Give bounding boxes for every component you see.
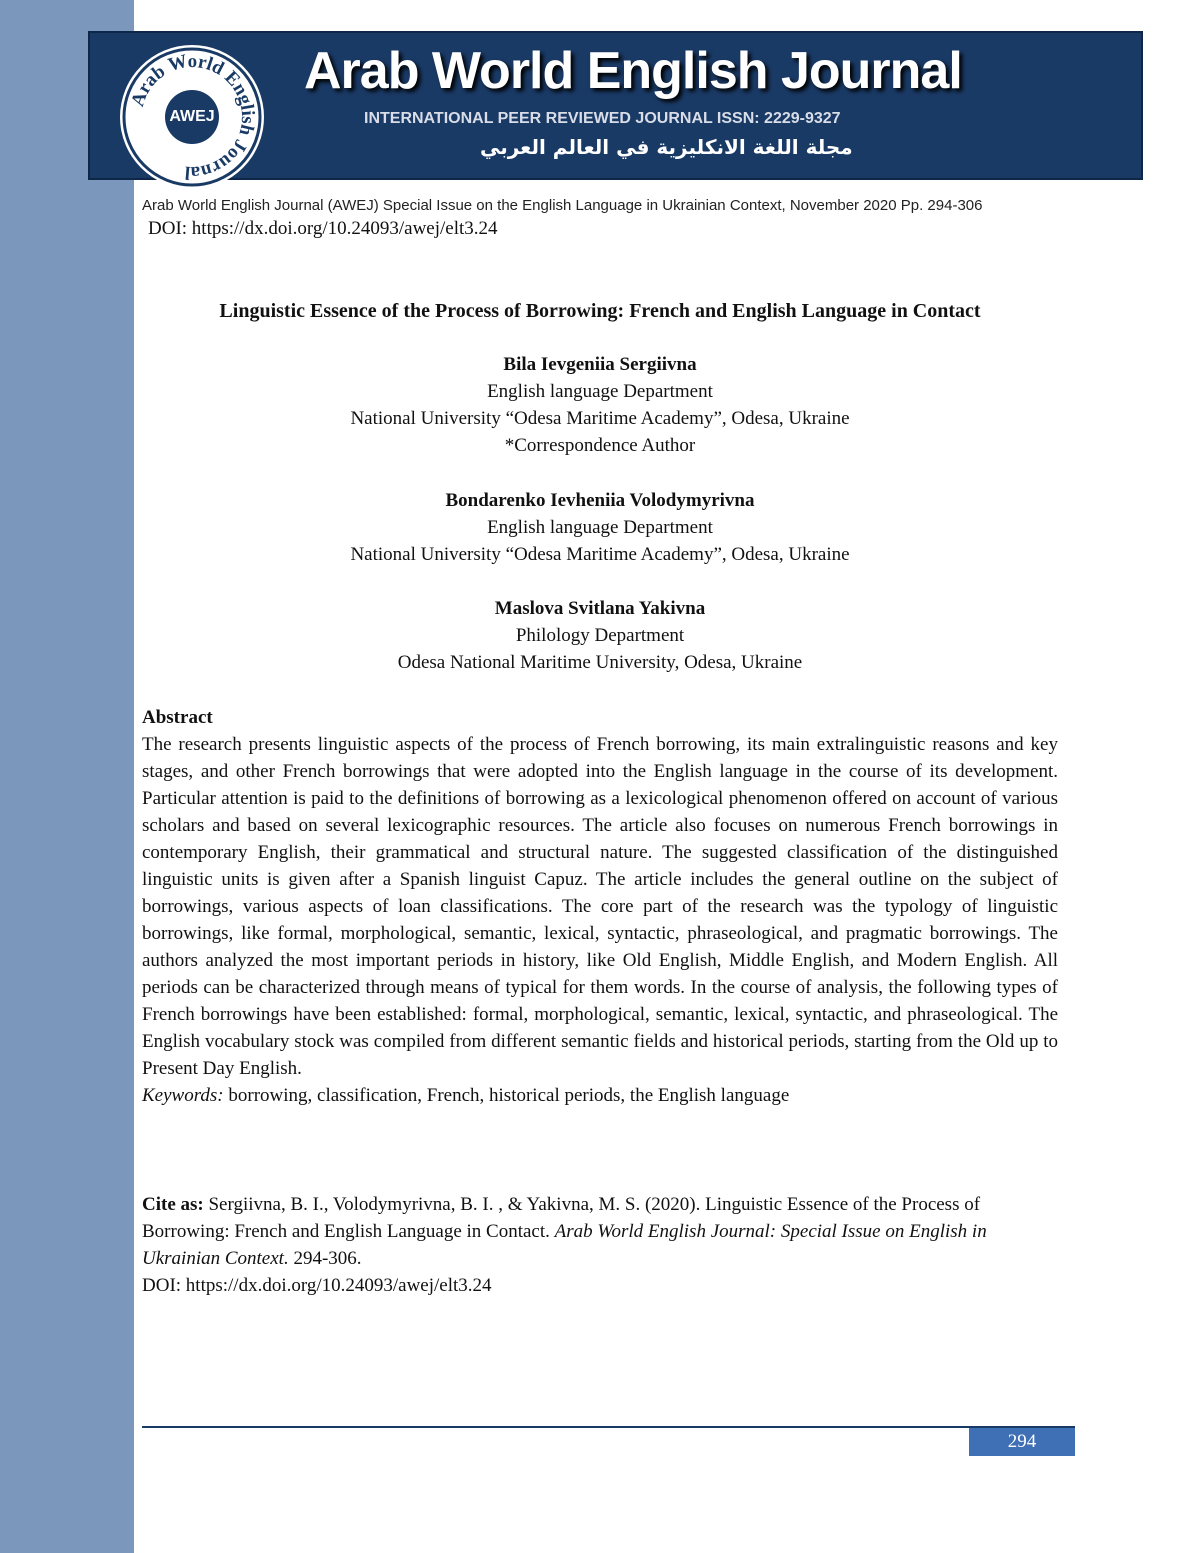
left-sidebar-stripe [0, 0, 134, 1553]
cite-doi-link[interactable]: DOI: https://dx.doi.org/10.24093/awej/elt3.24 [142, 1275, 492, 1296]
footer-divider [142, 1426, 1075, 1428]
keywords-line [142, 1082, 1058, 1109]
abstract-section [142, 704, 1058, 1109]
author-name: Maslova Svitlana Yakivna [494, 598, 706, 619]
author-institution: Odesa National Maritime University, Odesa, Ukraine [397, 652, 803, 673]
cite-text: Sergiivna, B. I., Volodymyrivna, B. I. , & Yakivna, M. S. (2020). Linguistic Essence of the Process of Borrowing: French and English Language in Contact. [142, 1194, 981, 1242]
seal-inner-text: AWEJ [165, 90, 219, 144]
page-number-badge: 294 [969, 1428, 1075, 1456]
author-institution: National University “Odesa Maritime Academy”, Odesa, Ukraine [350, 408, 850, 429]
cite-label: Cite as: [142, 1194, 204, 1215]
author-block-1 [140, 351, 1060, 459]
author-department: Philology Department [515, 625, 685, 646]
journal-title: Arab World English Journal [304, 42, 962, 100]
author-name: Bila Ievgeniia Sergiivna [503, 354, 697, 375]
abstract-heading: Abstract [142, 707, 213, 728]
doi-link-top[interactable]: DOI: https://dx.doi.org/10.24093/awej/elt3.24 [148, 218, 498, 239]
author-block-2 [140, 487, 1060, 568]
cite-pages: 294-306. [288, 1248, 362, 1269]
abstract-text: The research presents linguistic aspects of the process of French borrowing, its main extralinguistic reasons and key stages, and other French borrowings that were adopted into the English language in the course of its development. Particular attention is paid to the definitions of borrowing as a lexicological phenomenon offered on account of various scholars and based on several lexicographic resources. The article also focuses on numerous French borrowings in contemporary English, their grammatical and structural nature. The suggested classification of the distinguished linguistic units is given after a Spanish linguist Capuz. The article includes the general outline on the subject of borrowings, various aspects of loan classifications. The core part of the research was the typology of linguistic borrowings, like formal, morphological, semantic, lexical, syntactic, phraseological, and pragmatic borrowings. The authors analyzed the most important periods in history, like Old English, Middle English, and Modern English. All periods can be characterized through means of typical for them words. In the course of analysis, the following types of French borrowings have been established: formal, morphological, semantic, lexical, syntactic, and phraseological. The English vocabulary stock was compiled from different semantic fields and historical periods, starting from the Old up to Present Day English. [142, 734, 1058, 1079]
keywords-text: borrowing, classification, French, historical periods, the English language [223, 1085, 790, 1106]
author-block-3 [140, 595, 1060, 676]
author-department: English language Department [487, 381, 713, 402]
journal-seal-logo [120, 45, 264, 189]
author-name: Bondarenko Ievheniia Volodymyrivna [445, 490, 755, 511]
citation-section [142, 1191, 1062, 1299]
author-department: English language Department [487, 517, 713, 538]
keywords-label: Keywords: [142, 1085, 224, 1106]
journal-arabic-title: مجلة اللغة الانكليزية في العالم العربي [480, 135, 853, 159]
cite-journal: Arab World English Journal: Special Issue on English in Ukrainian Context. [142, 1221, 987, 1269]
article-title: Linguistic Essence of the Process of Borrowing: French and English Language in Contact [219, 300, 981, 322]
issue-line: Arab World English Journal (AWEJ) Special Issue on the English Language in Ukrainian Context, November 2020 Pp. 294-306 [142, 197, 983, 214]
author-note: *Correspondence Author [504, 435, 696, 456]
journal-subtitle: INTERNATIONAL PEER REVIEWED JOURNAL ISSN: 2229-9327 [364, 110, 841, 127]
seal-outer-text: Arab World English Journal [127, 50, 259, 184]
journal-banner [88, 31, 1143, 184]
author-institution: National University “Odesa Maritime Academy”, Odesa, Ukraine [350, 544, 850, 565]
